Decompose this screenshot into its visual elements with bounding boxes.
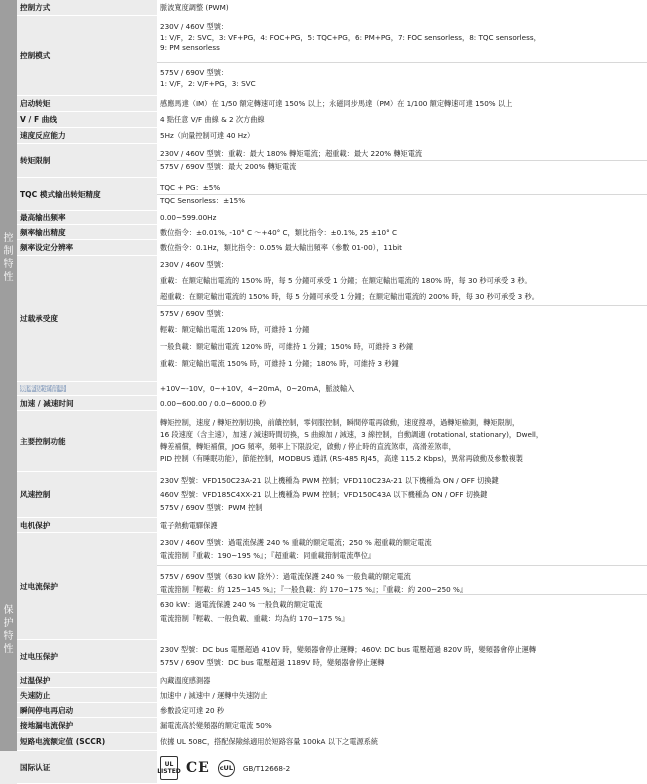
cert-logos bbox=[157, 755, 291, 781]
spec-value-line: 575V / 690V 型號： bbox=[160, 309, 229, 318]
spec-label: 频率设定分辨率 bbox=[20, 243, 74, 252]
value-divider bbox=[157, 565, 647, 566]
spec-row bbox=[17, 178, 647, 211]
spec-value-line: 參數設定可達 20 秒 bbox=[160, 706, 225, 715]
ul-listed-text: LISTED bbox=[157, 768, 181, 775]
spec-row bbox=[17, 533, 647, 640]
spec-value bbox=[157, 396, 647, 410]
spec-value-line: 1: V/F，2: SVC，3: VF+PG，4: FOC+PG，5: TQC+PG，6: PM+PG，7: FOC sensorless，8: TQC sensorless， bbox=[160, 33, 541, 42]
spec-value-line: 1: V/F，2: V/F+PG，3: SVC bbox=[160, 79, 256, 88]
spec-value bbox=[157, 144, 647, 177]
spec-row bbox=[17, 640, 647, 673]
spec-value-line: TQC + PG：±5% bbox=[160, 183, 221, 192]
spec-row bbox=[17, 144, 647, 178]
spec-row bbox=[17, 472, 647, 518]
spec-value-line: 內藏溫度感測器 bbox=[160, 676, 211, 685]
spec-label: 瞬间停电再启动 bbox=[20, 705, 74, 715]
spec-value-line: 230V 型號：VFD150C23A-21 以上機種為 PWM 控制；VFD110C23A-21 以下機種為 ON / OFF 切換鍵 bbox=[160, 476, 499, 485]
spec-value-line: +10V~-10V，0~+10V，4~20mA，0~20mA，脈波輸入 bbox=[160, 384, 355, 393]
spec-label: 转矩限制 bbox=[20, 156, 51, 165]
spec-value-line: 0.00~599.00Hz bbox=[160, 213, 217, 222]
spec-value-line: 轉矩控制，速度 / 轉矩控制切換，前饋控制，零伺服控制，瞬間停電再啟動，速度搜尋，過轉矩檢測，轉矩限制， bbox=[160, 418, 520, 427]
spec-value bbox=[157, 96, 647, 111]
cul-logo: cUL bbox=[218, 760, 235, 777]
spec-value bbox=[157, 533, 647, 639]
spec-label: 控制模式 bbox=[20, 51, 51, 60]
spec-row bbox=[17, 518, 647, 533]
spec-value-line: 重載：額定輸出電流 150% 時，可維持 1 分鐘；180% 時，可維持 3 秒鐘 bbox=[160, 359, 399, 368]
gb-standard: GB/T12668-2 bbox=[242, 763, 291, 773]
spec-value-line: 感應馬達（IM）在 1/50 額定轉速可達 150% 以上；永磁同步馬達（PM）在 1/100 額定轉速可達 150% 以上 bbox=[160, 99, 513, 108]
spec-label: 失速防止 bbox=[20, 690, 51, 700]
spec-row bbox=[17, 688, 647, 703]
section-protect-label bbox=[0, 520, 17, 751]
value-divider bbox=[157, 305, 647, 306]
spec-value bbox=[157, 472, 647, 517]
spec-value-line: 數位指令：0.1Hz，類比指令：0.05% 最大輸出頻率（參數 01-00），11bit bbox=[160, 243, 402, 252]
spec-label: 过载承受度 bbox=[20, 314, 58, 323]
section-protect-text: 保 护 特 性 bbox=[3, 605, 14, 655]
value-divider bbox=[157, 62, 647, 63]
spec-value-line: 數位指令：±0.01%, -10° C ～+40° C，類比指令：±0.1%, 25 ±10° C bbox=[160, 228, 398, 237]
section-cert-label bbox=[0, 751, 17, 784]
spec-row bbox=[17, 225, 647, 240]
spec-label: 频率输出精度 bbox=[20, 227, 66, 237]
spec-label: 电机保护 bbox=[20, 520, 51, 530]
spec-value bbox=[157, 382, 647, 395]
spec-value-line: 漏電流高於變頻器的額定電流 50% bbox=[160, 721, 272, 730]
spec-row bbox=[17, 0, 647, 16]
spec-label: 风速控制 bbox=[20, 490, 51, 499]
spec-value-line: 電流箝制『輕載：約 125~145 %』；『一般負載：約 170~175 %』；『重載：約 200~250 %』 bbox=[160, 585, 468, 594]
spec-row bbox=[17, 733, 647, 751]
spec-value-line: 16 段速度（含主速），加速 / 減速時間切換，S 曲線加 / 減速，3 線控制，自動調適 (rotational, stationary)，Dwell， bbox=[160, 430, 544, 439]
spec-label: 过电压保护 bbox=[20, 651, 58, 661]
spec-value-line: 230V / 460V 型號： bbox=[160, 260, 229, 269]
spec-label: TQC 模式输出转矩精度 bbox=[20, 189, 101, 199]
spec-label: 加速 / 减速时间 bbox=[20, 398, 74, 408]
section-control-text: 控 制 特 性 bbox=[3, 233, 14, 283]
spec-value-line: 230V / 460V 型號：重載：最大 180% 轉矩電流；超重載：最大 220% 轉矩電流 bbox=[160, 149, 423, 158]
spec-value bbox=[157, 751, 647, 783]
spec-value-line: 4 點任意 V/F 曲線 & 2 次方曲線 bbox=[160, 115, 265, 124]
spec-value-line: 230V / 460V 型號：過電流保護 240 % 重載的額定電流；250 % 超重載的額定電流 bbox=[160, 538, 432, 547]
spec-row bbox=[17, 112, 647, 128]
spec-value bbox=[157, 112, 647, 127]
spec-value-line: 0.00~600.00 / 0.0~6000.0 秒 bbox=[160, 399, 267, 408]
spec-label: 短路电流额定值 (SCCR) bbox=[20, 737, 106, 746]
spec-value bbox=[157, 673, 647, 687]
spec-value-line: 重載：在額定輸出電流的 150% 時，每 5 分鐘可承受 1 分鐘；在額定輸出電流的 180% 時，每 30 秒可承受 3 秒。 bbox=[160, 276, 532, 285]
spec-value-line: 575V / 690V 型號：最大 200% 轉矩電流 bbox=[160, 162, 297, 171]
spec-value-line: 一般負載：額定輸出電流 120% 時，可維持 1 分鐘；150% 時，可維持 3 秒鐘 bbox=[160, 342, 414, 351]
spec-label: 最高输出频率 bbox=[20, 213, 66, 222]
spec-label: 过温保护 bbox=[20, 675, 51, 685]
ce-mark: CE bbox=[186, 760, 210, 776]
spec-label: 过电流保护 bbox=[20, 581, 58, 591]
spec-label: 启动转矩 bbox=[20, 99, 51, 108]
spec-row bbox=[17, 411, 647, 472]
value-divider bbox=[157, 160, 647, 161]
spec-row bbox=[17, 718, 647, 733]
ul-mark: UL bbox=[164, 761, 174, 768]
spec-value bbox=[157, 718, 647, 732]
spec-value-line: 575V / 690V 型號：DC bus 電壓超過 1189V 時，變頻器會停止運轉 bbox=[160, 658, 385, 667]
spec-value-line: PID 控制（有睡眠功能），節能控制，MODBUS 通訊 (RS-485 RJ45，高達 115.2 Kbps)，異常再啟動及參數複製 bbox=[160, 454, 523, 463]
spec-value bbox=[157, 411, 647, 471]
spec-value bbox=[157, 225, 647, 239]
spec-row bbox=[17, 382, 647, 396]
spec-value-line: 電流箝制『重載：190~195 %』；『超重載：同重載箝制電流準位』 bbox=[160, 551, 376, 560]
spec-value-line: 電子熱動電驛保護 bbox=[160, 521, 218, 530]
spec-row bbox=[17, 703, 647, 718]
spec-value-line: 460V 型號：VFD185C4XX-21 以上機種為 PWM 控制；VFD150C43A 以下機種為 ON / OFF 切換鍵 bbox=[160, 490, 488, 499]
spec-value-line: 230V 型號：DC bus 電壓超過 410V 時，變頻器會停止運轉；460V: DC bus 電壓超過 820V 時，變頻器會停止運轉 bbox=[160, 645, 537, 654]
spec-label: 国际认证 bbox=[20, 762, 51, 772]
spec-value-line: 630 kW：過電流保護 240 % 一般負載的額定電流 bbox=[160, 600, 323, 609]
spec-value-line: 230V / 460V 型號： bbox=[160, 22, 229, 31]
spec-row bbox=[17, 128, 647, 144]
spec-value bbox=[157, 640, 647, 672]
spec-value bbox=[157, 733, 647, 750]
spec-value-line: 5Hz（向量控制可達 40 Hz） bbox=[160, 131, 255, 140]
spec-value-line: 輕載：額定輸出電流 120% 時，可維持 1 分鐘 bbox=[160, 325, 310, 334]
spec-value-line: 575V / 690V 型號：PWM 控制 bbox=[160, 503, 263, 512]
spec-row bbox=[17, 16, 647, 96]
spec-value bbox=[157, 688, 647, 702]
spec-row bbox=[17, 751, 647, 784]
spec-value-line: 超重載：在額定輸出電流的 150% 時，每 5 分鐘可承受 1 分鐘；在額定輸出電流的 200% 時，每 30 秒可承受 3 秒。 bbox=[160, 292, 539, 301]
spec-value-line: 依據 UL 508C，搭配保險絲適用於短路容量 100kA 以下之電源系統 bbox=[160, 737, 379, 746]
spec-value bbox=[157, 128, 647, 143]
spec-value bbox=[157, 211, 647, 224]
ul-listed-logo bbox=[157, 756, 181, 780]
spec-label: 控制方式 bbox=[20, 3, 51, 12]
spec-value bbox=[157, 16, 647, 95]
spec-value bbox=[157, 0, 647, 15]
section-control-label bbox=[0, 0, 17, 520]
spec-value-line: 電流箝制『輕載、一般負載、重載：均為約 170~175 %』 bbox=[160, 614, 349, 623]
spec-row bbox=[17, 240, 647, 256]
spec-value bbox=[157, 240, 647, 255]
spec-label: 主要控制功能 bbox=[20, 436, 66, 446]
spec-value bbox=[157, 703, 647, 717]
spec-row bbox=[17, 211, 647, 225]
spec-value-line: 9: PM sensorless bbox=[160, 43, 220, 52]
spec-label: V / F 曲线 bbox=[20, 115, 57, 124]
spec-row bbox=[17, 96, 647, 112]
spec-label: 频率设定信号 bbox=[20, 385, 66, 392]
spec-value-line: 脈波寬度調整 (PWM) bbox=[160, 3, 229, 12]
spec-value-line: 575V / 690V 型號（630 kW 除外）：過電流保護 240 % 一般負載的額定電流 bbox=[160, 572, 411, 581]
spec-row bbox=[17, 396, 647, 411]
spec-value bbox=[157, 178, 647, 210]
spec-value-line: 575V / 690V 型號： bbox=[160, 68, 229, 77]
spec-label: 接地漏电流保护 bbox=[20, 720, 74, 730]
spec-value bbox=[157, 518, 647, 532]
spec-row bbox=[17, 256, 647, 382]
spec-row bbox=[17, 673, 647, 688]
spec-value-line: 加速中 / 減速中 / 運轉中失速防止 bbox=[160, 691, 268, 700]
spec-value bbox=[157, 256, 647, 381]
spec-value-line: 轉差補償，轉矩補償，JOG 頻率，頻率上下限設定，啟動 / 停止時的直流煞車，高滑差煞車， bbox=[160, 442, 456, 451]
spec-value-line: TQC Sensorless：±15% bbox=[160, 196, 246, 205]
value-divider bbox=[157, 194, 647, 195]
spec-label: 速度反应能力 bbox=[20, 131, 66, 140]
